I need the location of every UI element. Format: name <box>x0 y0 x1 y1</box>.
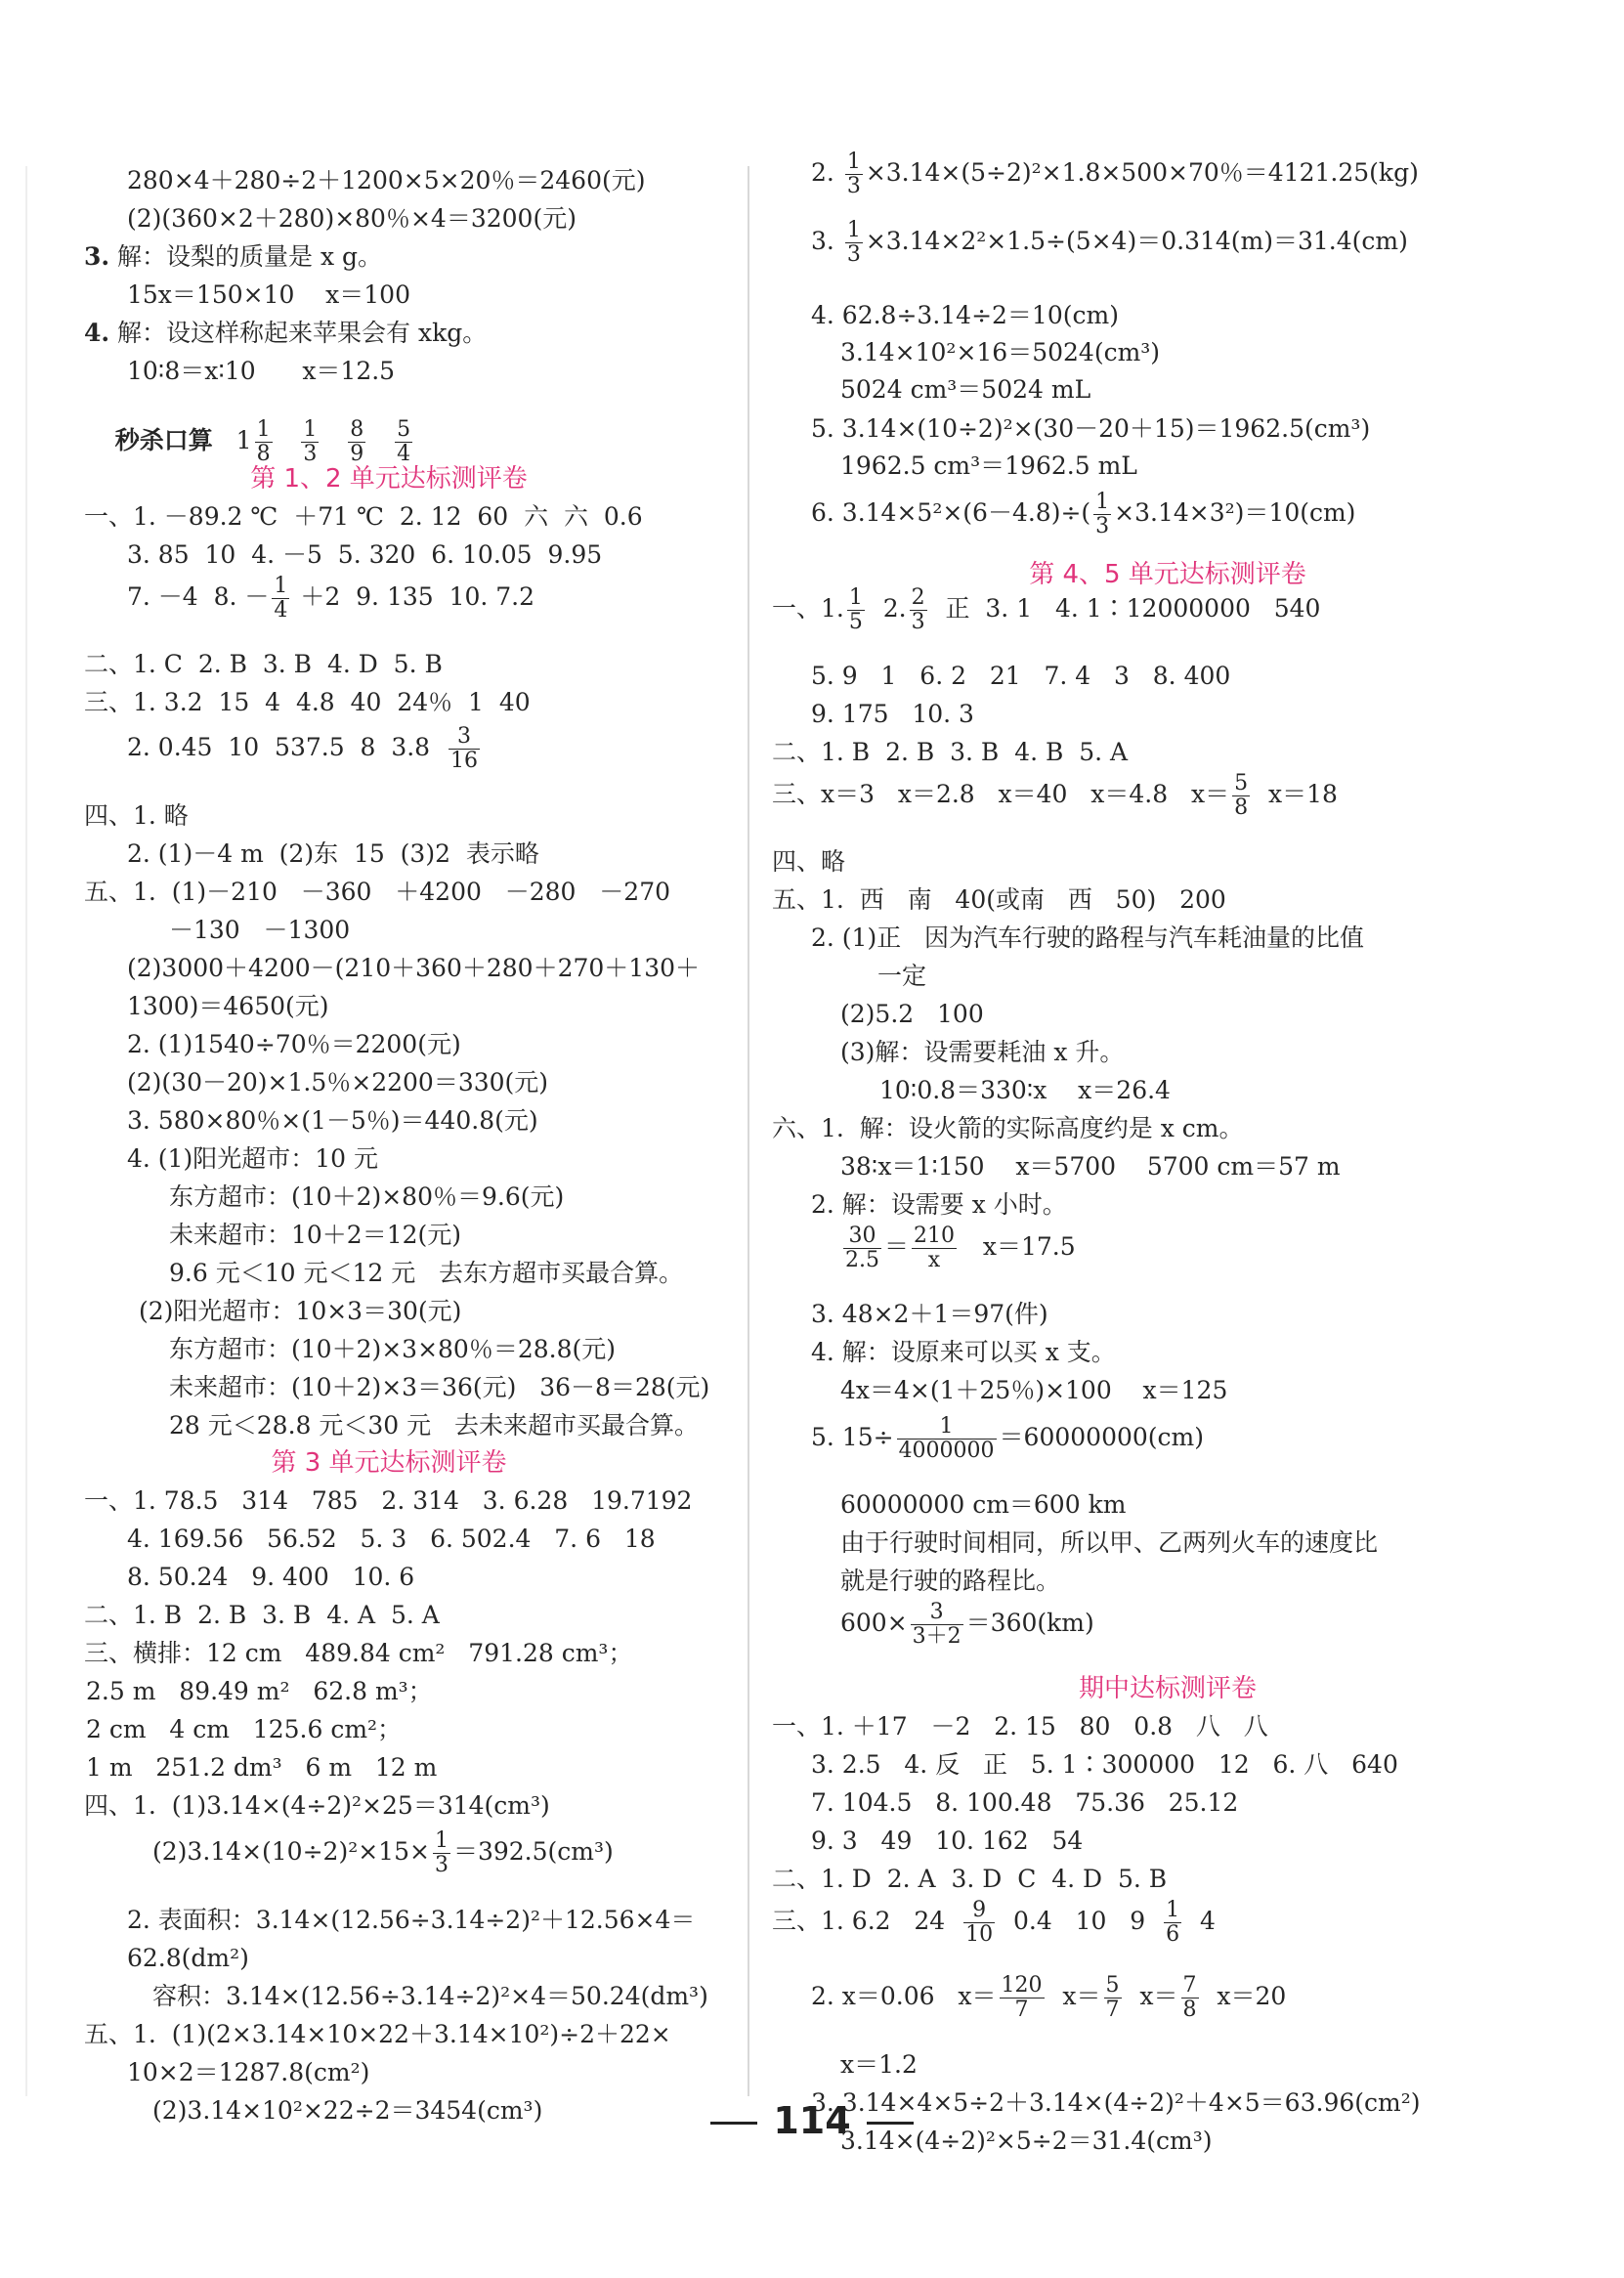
answer-line: 10∶0.8＝330∶x x＝26.4 <box>879 1076 1171 1104</box>
answer-line: －130 －1300 <box>169 916 351 944</box>
fraction: $\frac{5}{4}$ <box>397 417 411 467</box>
answer-line: x＝1.2 <box>840 2050 918 2079</box>
answer-line: 就是行驶的路程比。 <box>840 1567 1061 1595</box>
answer-line: (2)(30－20)×1.5％×2200＝330(元) <box>127 1068 549 1096</box>
answer-line: 二、1. B 2. B 3. B 4. A 5. A <box>84 1601 440 1629</box>
answer-line: 四、1. 略 <box>84 801 189 830</box>
answer-line: 5. 15÷ $\frac{1}{4000000}$ ＝60000000(cm) <box>811 1414 1205 1464</box>
answer-line: 2.5 m 89.49 m² 62.8 m³； <box>86 1677 433 1705</box>
answer-line: 五、1. (1)－210 －360 ＋4200 －280 －270 <box>84 878 671 906</box>
page-number-dash <box>710 2122 757 2125</box>
answer-line: 1 m 251.2 dm³ 6 m 12 m <box>86 1753 438 1782</box>
answer-line: 4x＝4×(1＋25％)×100 x＝125 <box>840 1376 1228 1404</box>
answer-line: 280×4＋280÷2＋1200×5×20％＝2460(元) <box>127 166 646 194</box>
answer-line: 未来超市：10＋2＝12(元) <box>169 1221 462 1249</box>
answer-line: 2. $\frac{1}{3}$ ×3.14×(5÷2)²×1.8×500×70％＝4121.25(kg) <box>811 150 1419 199</box>
answer-line: (2)3.14×10²×22÷2＝3454(cm³) <box>152 2096 543 2125</box>
answer-line: 38∶x＝1∶150 x＝5700 5700 cm＝57 m <box>840 1152 1341 1181</box>
answer-line: 7. 104.5 8. 100.48 75.36 25.12 <box>811 1788 1239 1817</box>
answer-line: 62.8(dm²) <box>127 1944 249 1972</box>
answer-text: 1 <box>235 426 252 455</box>
answer-line: 2. (1)1540÷70％＝2200(元) <box>127 1030 461 1058</box>
fraction: $\frac{1}{3}$ <box>846 150 861 199</box>
fraction: $\frac{1}{4}$ <box>274 574 288 623</box>
answer-line: 5024 cm³＝5024 mL <box>840 375 1091 404</box>
answer-line: 二、1. B 2. B 3. B 4. B 5. A <box>772 738 1129 766</box>
question-number: 3. <box>84 242 110 271</box>
mental-math-label: 秒杀口算 <box>114 426 213 455</box>
answer-line: 3. 48×2＋1＝97(件) <box>811 1300 1048 1328</box>
answer-line: 2 cm 4 cm 125.6 cm²； <box>86 1715 403 1743</box>
answer-line: 二、1. D 2. A 3. D C 4. D 5. B <box>772 1865 1168 1893</box>
answer-line: 9. 3 49 10. 162 54 <box>811 1827 1084 1855</box>
fraction: $\frac{3}{16}$ <box>450 724 478 774</box>
fraction: $\frac{1}{3}$ <box>303 417 318 467</box>
fraction: $\frac{1}{8}$ <box>256 417 271 467</box>
answer-line: 三、1. 6.2 24 $\frac{9}{10}$ 0.4 10 9 $\frac{1}{6}$ 4 <box>772 1898 1216 1948</box>
answer-line: 四、略 <box>772 847 846 876</box>
answer-line: 3. 580×80％×(1－5％)＝440.8(元) <box>127 1106 538 1135</box>
answer-line: 9. 175 10. 3 <box>811 700 974 728</box>
question-number: 4. <box>84 319 110 347</box>
answer-line: 28 元＜28.8 元＜30 元 去未来超市买最合算。 <box>169 1411 699 1440</box>
answer-line: 600× $\frac{3}{3+2}$ ＝360(km) <box>840 1600 1094 1650</box>
answer-line: 3.14×10²×16＝5024(cm³) <box>840 338 1161 366</box>
answer-line: (2)3.14×(10÷2)²×15× $\frac{1}{3}$ ＝392.5(cm³) <box>152 1828 614 1878</box>
page-number-dash <box>867 2122 914 2125</box>
answer-text: 解：设梨的质量是 x g。 <box>109 242 383 271</box>
answer-line: 4. 解：设原来可以买 x 支。 <box>811 1338 1116 1366</box>
page-number-text: 114 <box>773 2099 851 2142</box>
fraction: $\frac{120}{7}$ <box>1001 1973 1043 2023</box>
answer-line: 2. 表面积：3.14×(12.56÷3.14÷2)²＋12.56×4＝ <box>127 1906 696 1934</box>
fraction: $\frac{7}{8}$ <box>1182 1973 1197 2023</box>
answer-line: 4. 62.8÷3.14÷2＝10(cm) <box>811 301 1119 329</box>
answer-line: 3. 3.14×4×5÷2＋3.14×(4÷2)²＋4×5＝63.96(cm²) <box>811 2088 1421 2117</box>
answer-line: 3. 85 10 4. －5 5. 320 6. 10.05 9.95 <box>127 540 603 569</box>
answer-line: 2. 解：设需要 x 小时。 <box>811 1190 1067 1219</box>
answer-line: 9.6 元＜10 元＜12 元 去东方超市买最合算。 <box>169 1259 684 1287</box>
section-title: 期中达标测评卷 <box>1078 1674 1257 1703</box>
answer-line: (2)5.2 100 <box>840 1000 984 1028</box>
answer-line: 一、1. ＋17 －2 2. 15 80 0.8 八 八 <box>772 1712 1268 1741</box>
answer-line: 三、横排：12 cm 489.84 cm² 791.28 cm³； <box>84 1639 633 1667</box>
answer-line: 10∶8＝x∶10 x＝12.5 <box>127 357 396 385</box>
answer-line: 3. 2.5 4. 反 正 5. 1∶300000 12 6. 八 640 <box>811 1750 1398 1779</box>
section-title: 第 1、2 单元达标测评卷 <box>250 464 528 494</box>
answer-line: 未来超市：(10＋2)×3＝36(元) 36－8＝28(元) <box>169 1373 710 1401</box>
answer-line: $\frac{30}{2.5}$ ＝ $\frac{210}{x}$ x＝17.5 <box>845 1224 1076 1273</box>
answer-line: 二、1. C 2. B 3. B 4. D 5. B <box>84 650 443 678</box>
answer-line: 2. (1)正 因为汽车行驶的路程与汽车耗油量的比值 <box>811 924 1365 952</box>
fraction: $\frac{1}{4000000}$ <box>898 1414 995 1464</box>
answer-line: 3. $\frac{1}{3}$ ×3.14×2²×1.5÷(5×4)＝0.314(m)＝31.4(cm) <box>811 218 1408 268</box>
answer-line: 4. 169.56 56.52 5. 3 6. 502.4 7. 6 18 <box>127 1525 656 1553</box>
answer-line: 东方超市：(10＋2)×80％＝9.6(元) <box>169 1182 565 1211</box>
answer-line: 由于行驶时间相同，所以甲、乙两列火车的速度比 <box>840 1528 1379 1557</box>
answer-line: 一定 <box>877 962 927 990</box>
answer-line: 8. 50.24 9. 400 10. 6 <box>127 1563 415 1591</box>
answer-line: 容积：3.14×(12.56÷3.14÷2)²×4＝50.24(dm³) <box>152 1982 708 2010</box>
answer-line: 一、1. －89.2 ℃ ＋71 ℃ 2. 12 60 六 六 0.6 <box>84 502 643 531</box>
fraction: $\frac{210}{x}$ <box>914 1224 956 1273</box>
page-number <box>0 2099 1624 2142</box>
answer-line: 4. (1)阳光超市：10 元 <box>127 1144 378 1173</box>
fraction: $\frac{9}{10}$ <box>965 1898 994 1948</box>
answer-line: (2)(360×2＋280)×80％×4＝3200(元) <box>127 204 577 233</box>
answer-line: 7. －4 8. － $\frac{1}{4}$ ＋2 9. 135 10. 7.2 <box>127 574 535 623</box>
answer-line <box>47 319 487 348</box>
answer-line: 60000000 cm＝600 km <box>840 1490 1127 1519</box>
fraction: $\frac{1}{3}$ <box>434 1828 449 1878</box>
fraction: $\frac{1}{5}$ <box>848 585 863 635</box>
fraction: $\frac{5}{7}$ <box>1105 1973 1120 2023</box>
answer-line: (2)3000＋4200－(210＋360＋280＋270＋130＋ <box>127 954 700 982</box>
answer-line: 四、1. (1)3.14×(4÷2)²×25＝314(cm³) <box>84 1791 550 1820</box>
answer-line: 5. 3.14×(10÷2)²×(30－20＋15)＝1962.5(cm³) <box>811 414 1371 443</box>
fraction: $\frac{8}{9}$ <box>350 417 364 467</box>
fraction: $\frac{1}{3}$ <box>1095 490 1110 539</box>
column-divider <box>748 166 749 2096</box>
answer-line: 2. (1)－4 m (2)东 15 (3)2 表示略 <box>127 839 539 868</box>
page-edge-line <box>25 166 27 2096</box>
answer-line: 10×2＝1287.8(cm²) <box>127 2058 370 2086</box>
answer-line: 五、1. 西 南 40(或南 西 50) 200 <box>772 885 1226 914</box>
section-title: 第 4、5 单元达标测评卷 <box>1029 560 1306 589</box>
fraction: $\frac{1}{6}$ <box>1166 1898 1180 1948</box>
answer-line: 2. x＝0.06 x＝ $\frac{120}{7}$ x＝ $\frac{5}{7}$ x＝ $\frac{7}{8}$ x＝20 <box>811 1973 1287 2023</box>
fraction: $\frac{2}{3}$ <box>911 585 925 635</box>
fraction: $\frac{1}{3}$ <box>846 218 861 268</box>
answer-line: 东方超市：(10＋2)×3×80％＝28.8(元) <box>169 1335 617 1363</box>
answer-line: 三、1. 3.2 15 4 4.8 40 24％ 1 40 <box>84 688 531 716</box>
answer-line: 2. 0.45 10 537.5 8 3.8 $\frac{3}{16}$ <box>127 724 478 774</box>
answer-line: 六、1. 解：设火箭的实际高度约是 x cm。 <box>772 1114 1244 1142</box>
answer-line: 1300)＝4650(元) <box>127 992 329 1020</box>
answer-line: 三、x＝3 x＝2.8 x＝40 x＝4.8 x＝ $\frac{5}{8}$ x＝18 <box>772 771 1338 821</box>
fraction: $\frac{30}{2.5}$ <box>845 1224 879 1273</box>
answer-line: 15x＝150×10 x＝100 <box>127 280 410 309</box>
answer-line: 5. 9 1 6. 2 21 7. 4 3 8. 400 <box>811 662 1231 690</box>
answer-text: 解：设这样称起来苹果会有 xkg。 <box>109 319 488 347</box>
answer-line <box>47 242 382 272</box>
fraction: $\frac{3}{3+2}$ <box>912 1600 962 1650</box>
answer-line: 五、1. (1)(2×3.14×10×22＋3.14×10²)÷2＋22× <box>84 2020 671 2048</box>
answer-line: 3.14×(4÷2)²×5÷2＝31.4(cm³) <box>840 2127 1213 2155</box>
answer-line: 6. 3.14×5²×(6－4.8)÷( $\frac{1}{3}$ ×3.14×3²)＝10(cm) <box>811 490 1356 539</box>
answer-line: 一、1. 78.5 314 785 2. 314 3. 6.28 19.7192 <box>84 1486 693 1515</box>
answer-line: (3)解：设需要耗油 x 升。 <box>840 1038 1125 1066</box>
answer-line: (2)阳光超市：10×3＝30(元) <box>139 1297 462 1325</box>
section-title: 第 3 单元达标测评卷 <box>271 1448 507 1478</box>
fraction: $\frac{5}{8}$ <box>1234 771 1249 821</box>
answer-line: 1962.5 cm³＝1962.5 mL <box>840 451 1137 480</box>
answer-line: 一、1. $\frac{1}{5}$ 2. $\frac{2}{3}$ 正 3. 1 4. 1∶12000000 540 <box>772 585 1321 635</box>
